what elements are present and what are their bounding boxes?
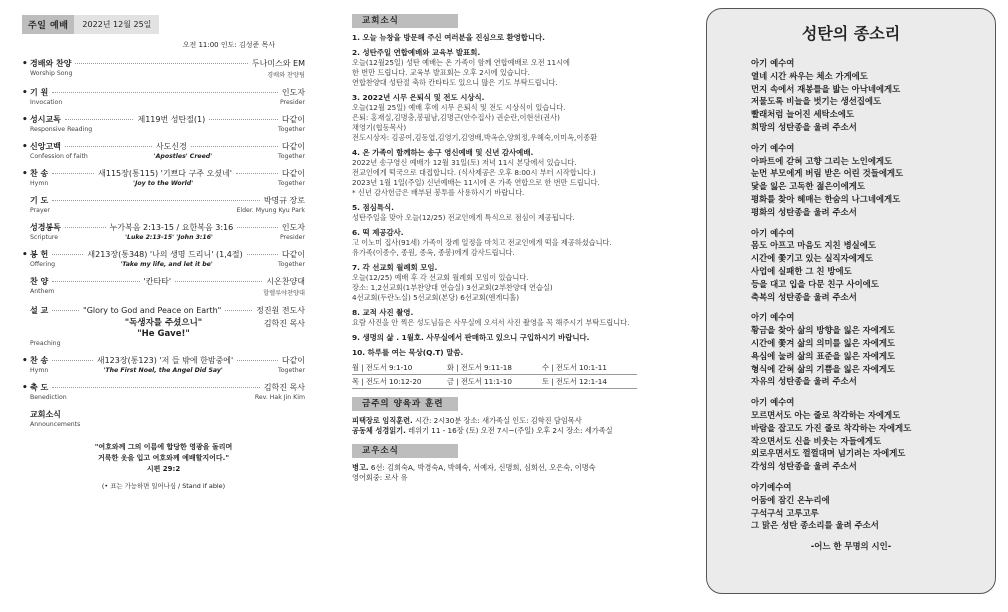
announcement-title: 7. 각 선교회 월례회 모임. xyxy=(352,263,438,272)
quote-reference: 시편 29:2 xyxy=(146,465,181,473)
announcement-item xyxy=(352,33,652,43)
service-row xyxy=(22,305,305,316)
service-title-text: 신앙고백 xyxy=(30,142,61,151)
poem-line: 바람을 잡고도 가진 줄로 착각하는 자에게도 xyxy=(751,422,912,433)
poem-line: 작으면서도 신을 비웃는 자들에게도 xyxy=(751,435,882,446)
attendance-line-2: 영어회중: 로사 유 xyxy=(352,473,408,482)
service-title-en: Worship Song xyxy=(30,70,73,77)
attendance-line-1-label: 병고. xyxy=(352,463,369,472)
leader-dots xyxy=(52,310,79,311)
poem-line: 황금을 찾아 삶의 방향을 잃은 자에게도 xyxy=(751,325,896,336)
service-leader-en: Together xyxy=(278,180,305,187)
announcement-line: 전교인에게 떡국으로 대접합니다. (식사제공은 오후 8:00시 부터 시작합니다.) xyxy=(352,168,596,177)
announcement-item xyxy=(352,308,652,328)
stand-bullet: • xyxy=(22,383,28,393)
training-section xyxy=(352,397,652,436)
leader-dots xyxy=(52,254,83,255)
scripture-quote xyxy=(22,442,305,492)
announcement-line: 은퇴: 홍재실,김명충,봉필남,김명근(안수집사) 권순란,이현선(권사) xyxy=(352,113,560,122)
service-subtitle xyxy=(22,70,305,79)
leader-dots xyxy=(65,227,106,228)
service-leader-en: 경배와 찬양팀 xyxy=(267,72,305,79)
service-title-text: 봉 헌 xyxy=(30,250,49,259)
service-title-text: 성시교독 xyxy=(30,115,61,124)
qt-day: 목 | 전도서 10:12-20 xyxy=(352,377,447,389)
service-leader: 정진원 전도사 xyxy=(256,306,306,315)
service-title xyxy=(22,249,48,260)
announcement-line: 2023년 1월 1일(주일) 신년예배는 11시에 온 가족 연합으로 한 번만 드립니다. xyxy=(352,178,600,187)
service-title-en: Offering xyxy=(30,261,56,268)
service-title xyxy=(22,355,48,366)
service-leader: 다같이 xyxy=(281,142,305,151)
service-leader-en: Together xyxy=(278,153,305,160)
announcement-line: 요람 사진을 안 찍은 성도님들은 사무실에 오셔서 사진 촬영을 꼭 해주시기 부탁드립니다. xyxy=(352,318,630,327)
announcement-item xyxy=(352,263,652,303)
service-title-en: Prayer xyxy=(30,207,50,214)
leader-dots xyxy=(191,146,278,147)
poem-line: 시간에 쫓겨 삶의 의미를 잃은 자에게도 xyxy=(751,337,896,348)
announcement-line: 장소: 1,2선교회(1부찬양대 연습실) 3선교회(2부찬양대 연습실) xyxy=(352,283,553,292)
service-leader: 인도자 xyxy=(281,223,306,232)
service-title-text: 찬 양 xyxy=(30,277,49,286)
training-heading: 금주의 양육과 훈련 xyxy=(352,397,458,411)
service-leader-en: Rev. Hak Jin Kim xyxy=(254,394,305,401)
service-subtitle xyxy=(22,234,305,241)
service-leader-2: 김학진 목사 xyxy=(263,319,305,328)
announcement-line: * 신년 감사헌금은 배부된 봉투를 사용하시기 바랍니다. xyxy=(352,188,525,197)
service-title-en: Hymn xyxy=(30,180,49,187)
quote-line-2: 거룩한 옷을 입고 여호와께 예배할지어다." xyxy=(97,454,229,462)
poem-line: 아기 예수여 xyxy=(751,312,795,323)
poem-line: 구석구석 고루고루 xyxy=(751,507,819,518)
service-title xyxy=(22,305,48,316)
service-detail: 누가복음 2:13-15 / 요한복음 3:16 xyxy=(109,223,234,232)
stand-bullet: • xyxy=(22,142,28,152)
leader-dots xyxy=(75,63,247,64)
service-row xyxy=(22,249,305,260)
poem-line: 열네 시간 싸우는 체소 가게에도 xyxy=(751,70,868,81)
stand-bullet: • xyxy=(22,88,28,98)
poem-stanza xyxy=(707,311,995,388)
service-detail: "Glory to God and Peace on Earth" xyxy=(83,306,222,315)
stand-bullet: • xyxy=(22,356,28,366)
announcement-title: 6. 떡 제공감사. xyxy=(352,228,404,237)
service-detail-en xyxy=(92,126,278,133)
service-title xyxy=(22,114,61,125)
service-title xyxy=(22,58,71,69)
service-title-en: Scripture xyxy=(30,234,59,241)
service-row xyxy=(22,222,305,233)
training-line-1-text: 시간: 2시30분 장소: 새가족실 인도: 김학진 담임목사 xyxy=(412,416,582,425)
announcement-item xyxy=(352,148,652,198)
service-title-en: Announcements xyxy=(30,421,81,428)
service-title-text: 기 원 xyxy=(30,88,49,97)
service-row xyxy=(22,409,305,420)
announcement-title: 4. 온 가족이 함께하는 송구 영신예배 및 신년 감사예배. xyxy=(352,148,534,157)
service-subtitle xyxy=(22,153,305,160)
service-leader: 두나미스와 EM xyxy=(251,59,305,68)
service-item xyxy=(22,114,305,133)
service-leader-en: Together xyxy=(278,367,305,374)
poem-line: 어둠에 잠긴 온누리에 xyxy=(751,494,830,505)
worship-order xyxy=(22,14,305,604)
quote-line-1: "여호와께 그의 이름에 합당한 영광을 돌리며 xyxy=(94,443,233,451)
service-row xyxy=(22,114,305,125)
service-row xyxy=(22,276,305,287)
announcement-line: 오늘(12월 25일) 예배 후에 시무 은퇴식 및 전도 시상식이 있습니다. xyxy=(352,103,566,112)
service-leader-en: Elder. Myung Kyu Park xyxy=(236,207,305,214)
service-leader-en: Presider xyxy=(279,99,305,106)
service-item xyxy=(22,382,305,401)
training-line-2 xyxy=(352,426,652,436)
announcement-item xyxy=(352,48,652,88)
service-subtitle xyxy=(22,99,305,106)
poem-line: 평화를 찾아 헤매는 한숨의 나그네에게도 xyxy=(751,193,901,204)
service-item xyxy=(22,249,305,268)
service-leader: 시온찬양대 xyxy=(266,277,306,286)
service-title-text: 성경봉독 xyxy=(30,223,61,232)
poem-line: 각성의 성탄종을 울려 주소서 xyxy=(751,461,857,472)
announcements xyxy=(352,14,652,604)
service-detail-en: 'The First Noel, the Angel Did Say' xyxy=(103,367,223,374)
service-title-en: Responsive Reading xyxy=(30,126,93,133)
poem-panel xyxy=(706,8,996,594)
attendance-heading: 교우소식 xyxy=(352,444,458,458)
announcement-title: 10. 하루를 여는 묵상(Q.T) 말씀. xyxy=(352,348,464,357)
service-title xyxy=(22,87,48,98)
announcement-line: 2022년 송구영신 예배가 12월 31일(토) 저녁 11시 본당에서 있습니다. xyxy=(352,158,577,167)
service-title xyxy=(22,195,48,206)
leader-dots xyxy=(237,227,278,228)
qt-schedule xyxy=(352,363,652,389)
service-item xyxy=(22,355,305,374)
service-title xyxy=(22,409,61,420)
service-detail-en xyxy=(72,70,267,79)
leader-dots xyxy=(175,281,262,282)
service-item xyxy=(22,305,305,347)
stand-bullet: • xyxy=(22,59,28,69)
service-item xyxy=(22,222,305,241)
service-title-text: 설 교 xyxy=(30,306,49,315)
service-subtitle xyxy=(22,340,305,347)
service-detail-en xyxy=(62,99,280,106)
news-heading: 교회소식 xyxy=(352,14,458,28)
poem-title: 성탄의 종소리 xyxy=(801,24,901,43)
poem-line: 아기예수여 xyxy=(751,481,792,492)
poem-author: -어느 한 무명의 시인- xyxy=(810,541,892,552)
announcement-line: 오늘(12월25일) 성탄 예배는 온 가족이 함께 연합예배로 오전 11시에 xyxy=(352,58,570,67)
stand-note: (• 표는 가능하면 일어나심 / Stand if able) xyxy=(101,482,226,490)
poem-line: 아기 예수여 xyxy=(751,142,795,153)
announcement-line: 성탄주일을 맞아 오늘(12/25) 전교인에게 특식으로 점심이 제공됩니다. xyxy=(352,213,575,222)
poem-line: 모르면서도 아는 줄로 착각하는 자에게도 xyxy=(751,409,901,420)
leader-dots xyxy=(225,310,252,311)
announcement-title: 2. 성탄주일 연합예배와 교육부 발표회. xyxy=(352,48,481,57)
leader-dots xyxy=(237,360,278,361)
service-subtitle xyxy=(22,394,305,401)
service-title-en: Hymn xyxy=(30,367,49,374)
poem-stanza xyxy=(707,396,995,473)
service-detail-en: 'Luke 2:13-15' 'John 3:16' xyxy=(125,234,213,241)
service-subtitle xyxy=(22,261,305,268)
service-title xyxy=(22,141,61,152)
service-detail: 새115장(통115) '기쁘다 구주 오셨네' xyxy=(98,169,232,178)
training-line-1-label: 피택장로 임직훈련. xyxy=(352,416,413,425)
poem-line: 아기 예수여 xyxy=(751,227,795,238)
announcement-title: 5. 점심특식. xyxy=(352,203,394,212)
service-leader: 다같이 xyxy=(281,356,306,365)
service-leader-en: 할렐루야찬양대 xyxy=(263,290,305,297)
announcement-item xyxy=(352,333,652,343)
service-detail-en: 'Take my life, and let it be' xyxy=(120,261,213,268)
sermon-title-ko: "독생자를 주셨으니" xyxy=(124,318,203,328)
poem-line: 그 맑은 성탄 종소리를 울려 주소서 xyxy=(751,520,879,531)
service-subtitle xyxy=(22,421,305,428)
poem-line: 자유의 성탄종을 울려 주소서 xyxy=(751,376,857,387)
announcement-item xyxy=(352,348,652,358)
qt-day: 토 | 전도서 12:1-14 xyxy=(542,377,637,389)
announcement-line: 한 번만 드립니다. 교육부 발표회는 오후 2시에 있습니다. xyxy=(352,68,530,77)
worship-header xyxy=(22,14,305,34)
stand-bullet: • xyxy=(22,115,28,125)
attendance-line-1-text: 6선: 김희숙A, 박경숙A, 박혜숙, 서예자, 신명희, 심희선, 오은숙, 이명숙 xyxy=(368,463,596,472)
leader-dots xyxy=(65,119,134,120)
sermon-title-en: "He Gave!" xyxy=(137,329,190,339)
service-row xyxy=(22,355,305,366)
service-title-en: Confession of faith xyxy=(30,153,88,160)
service-row xyxy=(22,87,305,98)
service-leader-en: Together xyxy=(278,261,305,268)
announcement-item xyxy=(352,228,652,258)
poem-line: 아기 예수여 xyxy=(751,397,795,408)
poem-line: 먼지 속에서 재봉틀을 밟는 아낙네에게도 xyxy=(751,83,901,94)
qt-day: 금 | 전도서 11:1-10 xyxy=(447,377,542,389)
announcement-line: 연합찬양대 성탄절 축하 칸타타도 있으니 많은 기도 부탁드립니다. xyxy=(352,78,558,87)
service-leader-en: Together xyxy=(278,126,305,133)
announcement-title: 8. 교적 사진 촬영. xyxy=(352,308,414,317)
service-title-en: Preaching xyxy=(30,340,61,347)
service-leader: 박명규 장로 xyxy=(263,196,305,205)
leader-dots xyxy=(52,92,278,93)
service-item xyxy=(22,195,305,214)
service-title-en: Invocation xyxy=(30,99,63,106)
news-list xyxy=(352,33,652,358)
announcement-title: 1. 오늘 뉴창을 방문해 주신 여러분을 진심으로 환영합니다. xyxy=(352,33,545,42)
poem-line: 평화의 성탄종을 울려 주소서 xyxy=(751,206,857,217)
service-leader-en: Presider xyxy=(279,234,305,241)
service-subtitle xyxy=(22,288,305,297)
service-title-text: 축 도 xyxy=(30,383,49,392)
service-detail: 사도신경 xyxy=(155,142,187,151)
attendance-section xyxy=(352,444,652,483)
service-subtitle xyxy=(22,367,305,374)
stand-bullet: • xyxy=(22,250,28,260)
service-item xyxy=(22,409,305,428)
service-detail-en xyxy=(80,421,305,428)
leader-dots xyxy=(52,173,94,174)
leader-dots xyxy=(52,281,139,282)
poem-stanza xyxy=(707,227,995,304)
poem-line: 욕심에 눌려 삶의 표준을 잃은 자에게도 xyxy=(751,350,896,361)
poem-line: 눈먼 부모에게 버림 받은 어린 것들에게도 xyxy=(751,168,904,179)
leader-dots xyxy=(65,146,152,147)
service-leader: 인도자 xyxy=(281,88,305,97)
announcement-line: 오늘(12/25) 예배 후 각 선교회 월례회 모임이 있습니다. xyxy=(352,273,529,282)
poem-line: 축복의 성탄종을 울려 주소서 xyxy=(751,291,857,302)
poem-line: 몸도 아프고 마음도 지친 병실에도 xyxy=(751,240,876,251)
poem-line: 희망의 성탄종을 울려 주소서 xyxy=(751,121,857,132)
poem-line: 외로우면서도 껄껄대며 넘기려는 자에게도 xyxy=(751,448,906,459)
training-line-2-text: 레위기 11 - 16장 (토) 오전 7시~(주일) 오후 2시 장소: 세가족실 xyxy=(405,426,613,435)
leader-dots xyxy=(52,360,93,361)
announcement-line: 전도시상자: 김공여,김동엽,김영기,김영배,박옥순,양희정,우혜숙,이미옥,이종환 xyxy=(352,133,598,142)
service-title-text: 찬 송 xyxy=(30,169,49,178)
service-row xyxy=(22,58,305,69)
service-title-text: 찬 송 xyxy=(30,356,49,365)
service-title-text: 경배와 찬양 xyxy=(30,59,72,68)
service-detail: 새213장(통348) '나의 생명 드리니' (1,4절) xyxy=(87,250,243,259)
service-row xyxy=(22,195,305,206)
poem-line: 저물도록 비늘을 벗기는 생선집에도 xyxy=(751,96,882,107)
training-line-2-label: 공동체 성경읽기. xyxy=(352,426,406,435)
announcement-title: 3. 2022년 시무 은퇴식 및 전도 시상식. xyxy=(352,93,485,102)
service-title xyxy=(22,222,61,233)
stand-bullet: • xyxy=(22,169,28,179)
poem-stanza xyxy=(707,57,995,134)
announcement-line: 채영기(협동목사) xyxy=(352,123,407,132)
service-subtitle xyxy=(22,180,305,187)
training-line-1 xyxy=(352,416,652,426)
worship-time-leader: 오전 11:00 인도: 김성준 목사 xyxy=(182,41,275,49)
service-detail: 제119번 성탄절(1) xyxy=(137,115,206,124)
service-subtitle xyxy=(22,207,305,214)
announcement-line: 고 이노미 집사(91세) 가족이 장례 일정을 마치고 전교인에게 떡을 제공하셨습니다. xyxy=(352,238,612,247)
service-title-text: 기 도 xyxy=(30,196,49,205)
service-detail: '칸타타' xyxy=(143,277,172,286)
service-title-en: Anthem xyxy=(30,288,55,295)
service-item xyxy=(22,141,305,160)
service-detail-en xyxy=(61,340,305,347)
poem-line: 아기 예수여 xyxy=(751,58,795,68)
service-row xyxy=(22,141,305,152)
service-detail-en xyxy=(50,207,236,214)
announcement-line: 유가족(이종수, 종원, 종옥, 종봉)에게 감사드립니다. xyxy=(352,248,515,257)
poem-line: 시간에 쫓기고 있는 실직자에게도 xyxy=(751,253,874,264)
leader-dots xyxy=(209,119,278,120)
worship-label: 주일 예배 xyxy=(22,15,74,34)
service-item xyxy=(22,87,305,106)
poem-body xyxy=(707,57,995,532)
poem-line: 등을 대고 입을 다문 친구 사이에도 xyxy=(751,278,879,289)
service-leader: 김학진 목사 xyxy=(263,383,305,392)
service-item xyxy=(22,58,305,79)
poem-line: 빨래처럼 늘어진 세탁소에도 xyxy=(751,109,854,120)
service-subtitle xyxy=(22,126,305,133)
qt-day: 수 | 전도서 10:1-11 xyxy=(542,363,637,375)
service-title xyxy=(22,382,48,393)
poem-line: 형식에 갇혀 삶의 기쁨을 잃은 자에게도 xyxy=(751,363,896,374)
qt-day: 월 | 전도서 9:1-10 xyxy=(352,363,447,375)
announcement-title: 9. 생명의 삶 . 1월호. 사무실에서 판매하고 있으니 구입하시기 바랍니다. xyxy=(352,333,590,342)
announcement-line: 4선교회(두란노실) 5선교회(본당) 6선교회(엔게디홀) xyxy=(352,293,520,302)
poem-line: 닻을 잃은 고독한 젊은이에게도 xyxy=(751,181,865,192)
service-row xyxy=(22,382,305,393)
service-leader: 다같이 xyxy=(281,250,306,259)
service-detail-en xyxy=(54,288,263,297)
service-item xyxy=(22,168,305,187)
service-detail-en: 'Apostles' Creed' xyxy=(153,153,213,160)
announcement-item xyxy=(352,203,652,223)
poem-line: 아파트에 갇혀 고향 그리는 노인에게도 xyxy=(751,155,893,166)
service-title-text: 교회소식 xyxy=(30,410,61,419)
attendance-line-1 xyxy=(352,463,652,473)
service-leader: 다같이 xyxy=(281,115,305,124)
service-title-en: Benediction xyxy=(30,394,67,401)
service-title xyxy=(22,168,48,179)
poem-stanza xyxy=(707,481,995,532)
service-leader: 다같이 xyxy=(281,169,306,178)
service-list xyxy=(22,58,305,428)
service-detail-en: 'Joy to the World' xyxy=(133,180,194,187)
leader-dots xyxy=(247,254,278,255)
poem-line: 사업에 실패한 그 친 방에도 xyxy=(751,265,852,276)
service-row xyxy=(22,168,305,179)
service-detail-en xyxy=(67,394,255,401)
leader-dots xyxy=(52,387,260,388)
worship-date: 2022년 12월 25일 xyxy=(74,15,159,34)
qt-day: 화 | 전도서 9:11-18 xyxy=(447,363,542,375)
service-title xyxy=(22,276,48,287)
announcement-item xyxy=(352,93,652,143)
poem-stanza xyxy=(707,142,995,219)
leader-dots xyxy=(236,173,278,174)
leader-dots xyxy=(52,200,260,201)
service-item xyxy=(22,276,305,297)
service-detail: 새123장(통123) '저 들 밖에 한밤중에' xyxy=(96,356,234,365)
